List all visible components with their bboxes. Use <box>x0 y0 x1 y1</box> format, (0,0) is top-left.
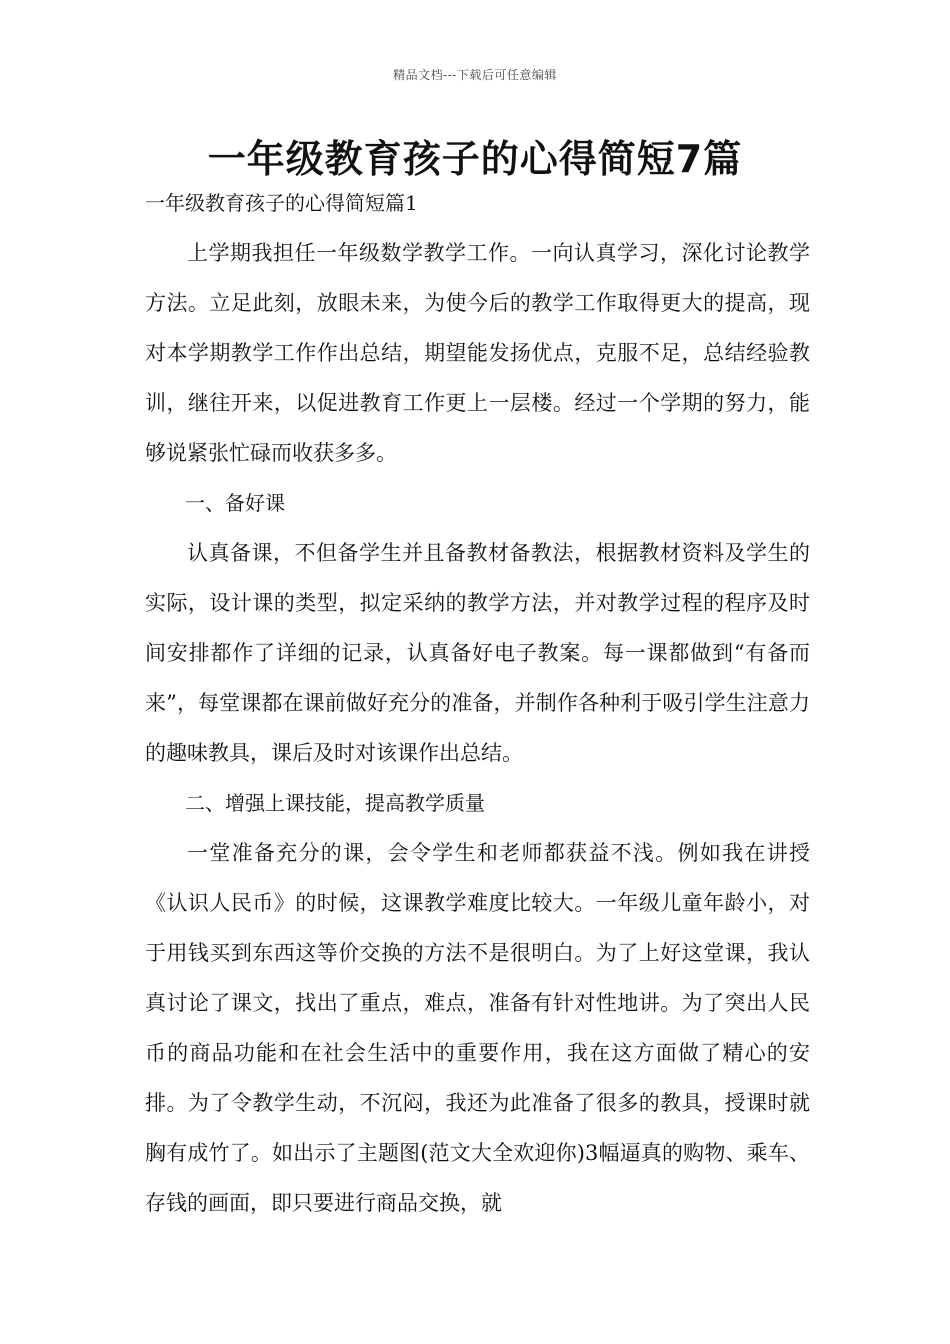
paragraph: 一堂准备充分的课，会令学生和老师都获益不浅。例如我在讲授《认识人民币》的时候，这课教学难度比较大。一年级儿童年龄小，对于用钱买到东西这等价交换的方法不是很明白。为了上好这堂课，我认真讨论了课文，找出了重点，难点，准备有针对性地讲。为了突出人民币的商品功能和在社会生活中的重要作用，我在这方面做了精心的安排。为了令教学生动，不沉闷，我还为此准备了很多的教具，授课时就胸有成竹了。如出示了主题图(范文大全欢迎你)3幅逼真的购物、乘车、存钱的画面，即只要进行商品交换，就 <box>145 841 810 1215</box>
paragraph: 上学期我担任一年级数学教学工作。一向认真学习，深化讨论教学方法。立足此刻，放眼未来，为使今后的教学工作取得更大的提高，现对本学期教学工作作出总结，期望能发扬优点，克服不足，总结经验教训，继往开来，以促进教育工作更上一层楼。经过一个学期的努力，能够说紧张忙碌而收获多多。 <box>145 241 810 465</box>
section-title: 一年级教育孩子的心得简短篇1 <box>145 191 418 215</box>
paragraph: 认真备课，不但备学生并且备教材备教法，根据教材资料及学生的实际，设计课的类型，拟定采纳的教学方法，并对教学过程的程序及时间安排都作了详细的记录，认真备好电子教案。每一课都做到“有备而来”，每堂课都在课前做好充分的准备，并制作各种利于吸引学生注意力的趣味教具，课后及时对该课作出总结。 <box>145 541 810 765</box>
header-note: 精品文档---下载后可任意编辑 <box>393 68 557 82</box>
subheading-prepare-lessons: 一、备好课 <box>185 491 285 515</box>
subheading-teaching-skills: 二、增强上课技能，提高教学质量 <box>185 791 485 815</box>
document-body <box>145 228 810 1228</box>
document-title: 一年级教育孩子的心得简短7篇 <box>207 137 743 181</box>
